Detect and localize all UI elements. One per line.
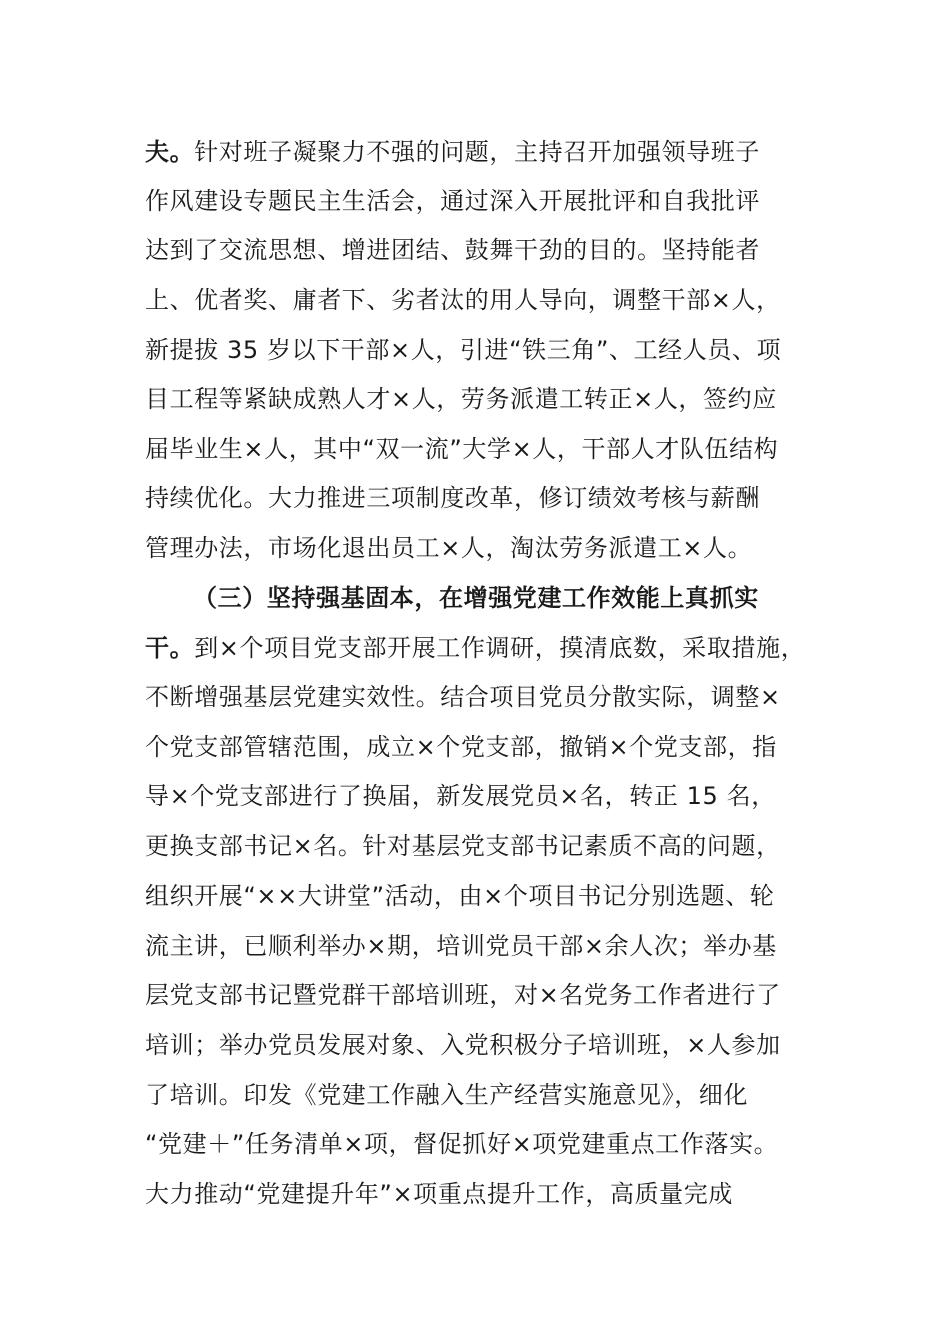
line-text: “党建＋”任务清单×项，督促抓好×项党建重点工作落实。	[145, 1130, 779, 1158]
text-line	[145, 528, 752, 568]
line-text: 持续优化。大力推进三项制度改革，修订绩效考核与薪酬	[145, 484, 760, 512]
bold-lead: （三）坚持强基固本，在增强党建工作效能上真抓实	[193, 584, 759, 612]
text-line	[145, 230, 760, 270]
text-line	[145, 776, 776, 816]
line-text: 导×个党支部进行了换届，新发展党员×名，转正 15 名，	[145, 782, 776, 810]
text-line	[145, 132, 760, 172]
line-text: 目工程等紧缺成熟人才×人，劳务派遣工转正×人，签约应	[145, 385, 777, 413]
text-line	[145, 826, 781, 866]
line-text: 管理办法，市场化退出员工×人，淘汰劳务派遣工×人。	[145, 534, 753, 562]
text-line	[145, 1025, 781, 1065]
text-line	[145, 876, 774, 916]
text-line	[145, 1174, 733, 1214]
text-line	[145, 628, 805, 668]
line-text: 到×个项目党支部开展工作调研，摸清底数，采取措施，	[194, 634, 806, 662]
line-text: 上、优者奖、庸者下、劣者汰的用人导向，调整干部×人，	[145, 286, 781, 314]
text-line	[145, 478, 760, 518]
bold-lead: 干。	[145, 634, 195, 662]
text-line	[145, 280, 781, 320]
line-text: 届毕业生×人，其中“双一流”大学×人，干部人才队伍结构	[145, 435, 779, 463]
line-text: 了培训。印发《党建工作融入生产经营实施意见》，细化	[145, 1081, 748, 1109]
text-line	[145, 330, 781, 370]
line-text: 针对班子凝聚力不强的问题，主持召开加强领导班子	[194, 138, 761, 166]
text-line	[145, 429, 778, 469]
text-line	[145, 1124, 778, 1164]
text-line	[145, 1075, 748, 1115]
line-text: 组织开展“××大讲堂”活动，由×个项目书记分别选题、轮	[145, 882, 775, 910]
line-text: 新提拔 35 岁以下干部×人，引进“铁三角”、工经人员、项	[145, 336, 782, 364]
line-text: 达到了交流思想、增进团结、鼓舞干劲的目的。坚持能者	[145, 236, 760, 264]
line-text: 个党支部管辖范围，成立×个党支部，撤销×个党支部，指	[145, 733, 777, 761]
line-text: 更换支部书记×名。针对基层党支部书记素质不高的问题，	[145, 832, 781, 860]
text-line	[145, 379, 777, 419]
line-text: 流主讲，已顺利举办×期，培训党员干部×余人次；举办基	[145, 932, 777, 960]
line-text: 大力推动“党建提升年”×项重点提升工作，高质量完成	[145, 1180, 733, 1208]
text-line	[145, 727, 777, 767]
text-line	[145, 677, 781, 717]
bold-lead: 夫。	[145, 138, 195, 166]
text-line	[145, 181, 760, 221]
line-text: 层党支部书记暨党群干部培训班，对×名党务工作者进行了	[145, 981, 781, 1009]
line-text: 不断增强基层党建实效性。结合项目党员分散实际，调整×	[145, 683, 781, 711]
text-line	[145, 975, 781, 1015]
line-text: 培训；举办党员发展对象、入党积极分子培训班，×人参加	[145, 1031, 781, 1059]
section-heading	[193, 578, 759, 618]
line-text: 作风建设专题民主生活会，通过深入开展批评和自我批评	[145, 187, 760, 215]
text-line	[145, 926, 777, 966]
